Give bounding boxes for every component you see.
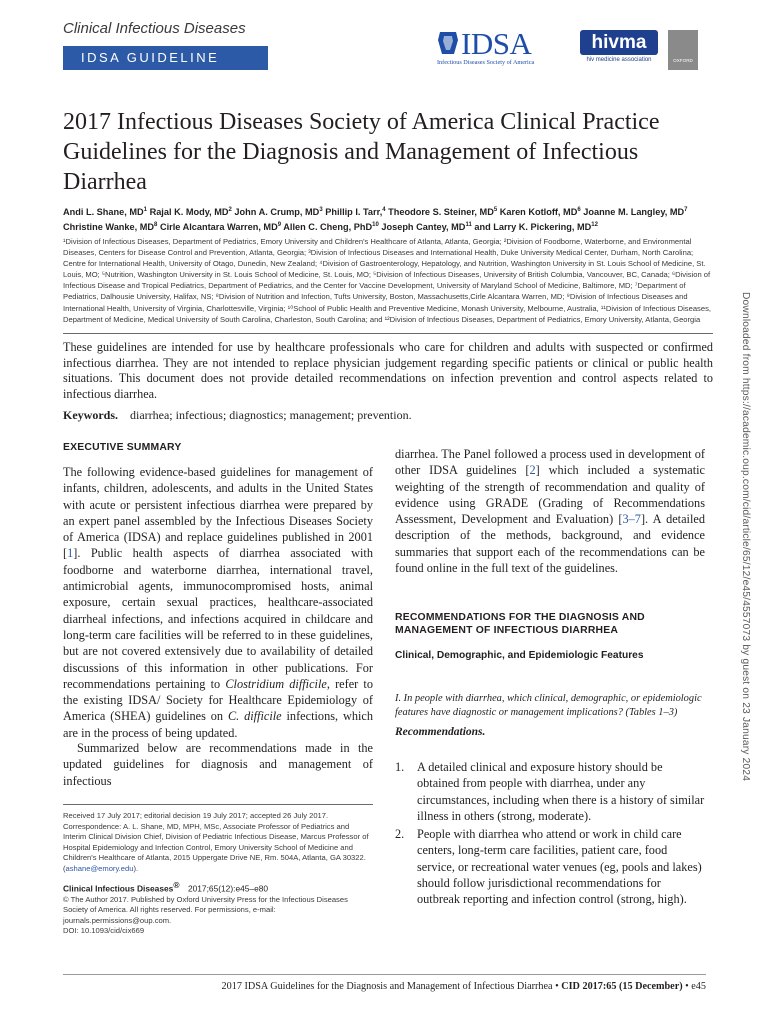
journal-citation: Clinical Infectious Diseases® 2017;65(12):e45–e80 — [63, 879, 269, 894]
author-name: Cirle Alcantara Warren, MD — [159, 222, 278, 233]
affiliations: ¹Division of Infectious Diseases, Department of Pediatrics, Emory University and Children's Healthcare of Atlanta, Atlanta, Georgia; ²Division of Foodborne, Waterborne, and Environmental Diseases, Centers for Disease Control and Prevention, Atlanta, Georgia; ³Division of Infectious Diseases and International Health, Duke University Medical Center, Durham, North Carolina; Centre for International Health, University of Otago, Dunedin, New Zealand; ⁴Division of Gastroenterology, Hepatology, and Nutrition, Washington University in St. Louis School of Medicine, St. Louis, MO; ⁵Nutrition, Washington University in St. Louis School of Medicine, St. Louis, MO; ⁵Division of Infectious Diseases, University of British Columbia, Vancouver, BC, Canada; ⁶Division of Infectious Disease and Tropical Pediatrics, Department of Pediatrics, and the Center for Vaccine Development, University of Maryland School of Medicine, Baltimore, MD; ⁷Department of Pediatrics, Dalhousie University, Halifax, NS; ⁸Division of Nutrition and Infection, Tufts University, Boston, Massachusetts,Cirle Alcantara Warren, MD; ⁹Division of Infectious Diseases and International Health, University of Virginia, Charlottesville, Virginia; ¹⁰School of Public Health and Preventive Medicine, Monash University, Melbourne, Australia, ¹¹Division of Infectious Diseases, Department of Medicine, Medical University of South Carolina, Charleston, South Carolina; and ¹²Division of Infectious Diseases, Department of Pediatrics, Emory University, Atlanta, Georgia — [63, 237, 711, 324]
correspondence-email-link[interactable]: ashane@emory.edu — [65, 863, 134, 873]
download-note — [735, 292, 751, 1012]
author-name: Joanne M. Langley, MD — [583, 207, 685, 218]
oxford-logo: OXFORD — [668, 30, 698, 70]
idsa-emblem-icon — [436, 30, 460, 56]
recommendation-text: A detailed clinical and exposure history should be obtained from people with diarrhea, under any circumstances, including when there is a history of similar illness in others (strong, moderate). — [417, 760, 705, 823]
running-footer: 2017 IDSA Guidelines for the Diagnosis and Management of Infectious Diarrhea • CID 2017:65 (15 December) • e45 — [221, 981, 706, 992]
author-affiliation-mark: 12 — [591, 222, 598, 229]
recommendations-label: Recommendations. — [395, 726, 486, 738]
hivma-logo-subtitle: hiv medicine association — [586, 57, 652, 63]
author-name: John A. Crump, MD — [234, 207, 320, 218]
author-affiliation-mark: 10 — [372, 222, 379, 229]
issue: 2017:65 (15 December) — [582, 981, 683, 992]
author-name: Andi L. Shane, MD — [63, 207, 144, 218]
recommendation-list — [395, 759, 705, 910]
author-name: and Larry K. Pickering, MD — [474, 222, 592, 233]
recommendation-number: 1. — [395, 760, 405, 774]
page-number: e45 — [691, 981, 706, 992]
author-affiliation-mark: 1 — [143, 207, 147, 213]
copyright: © The Author 2017. Published by Oxford University Press for the Infectious Diseases Society of America. All rights reserved. For permissions, e-mail: journals.permissions@oup.com. — [63, 894, 348, 925]
author-name: Allen C. Cheng, PhD — [283, 222, 373, 233]
received-dates: Received 17 July 2017; editorial decision 19 July 2017; accepted 26 July 2017. — [63, 811, 329, 820]
executive-summary-paragraph-1: The following evidence-based guidelines for management of infants, children, adolescents, and adults in the United States with acute or persistent infectious diarrhea were prepared by an expert panel assembled by the Infectious Diseases Society of America (IDSA) and replace guidelines published in 2001 [1]. Public health aspects of diarrhea associated with foodborne and waterborne diarrhea, international travel, antimicrobial agents, immunocompromised hosts, animal exposure, certain sexual practices, healthcare-associated diarrheal infections, and infections acquired in childcare and long-term care facilities will be referred to in these guidelines, but are not covered extensively due to availability of detailed discussions of this information in other publications. For recommendations pertaining to Clostridium difficile, refer to the existing IDSA/ Society for Healthcare Epidemiology of America (SHEA) guidelines on C. difficile infections, which are in the process of being updated. — [63, 465, 374, 740]
recommendations-heading: RECOMMENDATIONS FOR THE DIAGNOSIS AND MANAGEMENT OF INFECTIOUS DIARRHEA — [395, 612, 645, 636]
abstract: These guidelines are intended for use by healthcare professionals who care for children and adults with suspected or confirmed infectious diarrhea. They are not intended to replace physician judgement regarding specific patients or clinical or public health situations. This document does not provide detailed recommendations on infection prevention and control aspects related to infectious diarrhea. — [63, 340, 713, 401]
keywords — [63, 408, 713, 423]
reference-link-3-7[interactable]: 3–7 — [622, 512, 641, 527]
author-affiliation-mark: 5 — [493, 207, 498, 213]
hivma-logo-text: hivma — [580, 30, 658, 55]
author-list — [63, 204, 713, 234]
recommendation-text: People with diarrhea who attend or work in child care centers, long-term care facilities, patient care, food service, or recreational water venues (eg, pools and lakes) should follow jurisdictional recommendations for outbreak reporting and infection control (strong, high). — [417, 827, 702, 907]
question-i: I. In people with diarrhea, which clinical, demographic, or epidemiologic features have diagnostic or management implications? (Tables 1–3) — [395, 693, 702, 718]
author-affiliation-mark: 3 — [319, 207, 323, 213]
hivma-logo — [580, 30, 658, 66]
reference-link-2[interactable]: 2 — [529, 463, 536, 478]
section-banner: IDSA GUIDELINE — [63, 46, 268, 70]
author-name: Joseph Cantey, MD — [381, 222, 466, 233]
recommendation-number: 2. — [395, 827, 405, 842]
journal-name: Clinical Infectious Diseases — [63, 20, 246, 37]
footer-divider — [63, 974, 706, 975]
author-affiliation-mark: 7 — [684, 207, 688, 213]
running-title: 2017 IDSA Guidelines for the Diagnosis and Management of Infectious Diarrhea — [221, 981, 553, 992]
recommendation-item — [395, 759, 705, 824]
executive-summary-heading: EXECUTIVE SUMMARY — [63, 442, 182, 453]
author-name: Karen Kotloff, MD — [499, 207, 578, 218]
author-name: Christine Wanke, MD — [63, 222, 155, 233]
author-name: Theodore S. Steiner, MD — [388, 207, 494, 218]
footnotes — [63, 811, 373, 937]
idsa-logo-text: IDSA — [461, 26, 532, 61]
author-name: Phillip I. Tarr, — [325, 207, 383, 218]
author-affiliation-mark: 4 — [382, 207, 386, 213]
recommendation-item — [395, 826, 705, 907]
author-affiliation-mark: 8 — [154, 222, 158, 229]
correspondence: Correspondence: A. L. Shane, MD, MPH, MSc, Associate Professor of Pediatrics and Interim Clinical Division Chief, Division of Pediatric Infectious Disease, Marcus Professor of Hospital Epidemiology and Infection Control, Emory University School of Medicine and Children's Healthcare of Atlanta, 2015 Uppergate Drive NE, Rm. 504A, Atlanta, GA 30322. (ashane@emory.edu). — [63, 821, 369, 873]
reference-link-1[interactable]: 1 — [67, 546, 74, 561]
article-title: 2017 Infectious Diseases Society of America Clinical Practice Guidelines for the Diagnosis and Management of Infectious Diarrhea — [63, 109, 660, 195]
author-affiliation-mark: 2 — [228, 207, 232, 213]
keywords-label: Keywords. — [63, 408, 118, 422]
author-name: Rajal K. Mody, MD — [149, 207, 229, 218]
doi: DOI: 10.1093/cid/cix669 — [63, 926, 145, 936]
author-affiliation-mark: 9 — [277, 222, 282, 229]
idsa-logo-subtitle: Infectious Diseases Society of America — [437, 59, 535, 66]
keywords-text: diarrhea; infectious; diagnostics; management; prevention. — [130, 408, 412, 422]
abstract-divider — [63, 333, 713, 334]
download-note-text: Downloaded from https://academic.oup.com/cid/article/65/12/e45/4557073 by guest on 23 January 2024 — [740, 292, 751, 782]
author-affiliation-mark: 6 — [577, 207, 581, 213]
features-subheading: Clinical, Demographic, and Epidemiologic Features — [395, 650, 644, 661]
author-affiliation-mark: 11 — [465, 222, 472, 229]
idsa-logo — [436, 26, 572, 70]
footnote-divider — [63, 804, 373, 805]
journal-abbr: CID — [561, 981, 580, 992]
executive-summary-paragraph-2: Summarized below are recommendations made in the updated guidelines for diagnosis and management of infectious — [63, 741, 373, 788]
methods-paragraph: diarrhea. The Panel followed a process used in development of other IDSA guidelines [2] which included a systematic weighting of the strength of recommendation and quality of evidence using GRADE (Grading of Recommendations Assessment, Development and Evaluation) [3–7]. A detailed description of the methods, background, and evidence summaries that support each of the recommendations can be found online in the full text of the guidelines. — [395, 447, 705, 576]
